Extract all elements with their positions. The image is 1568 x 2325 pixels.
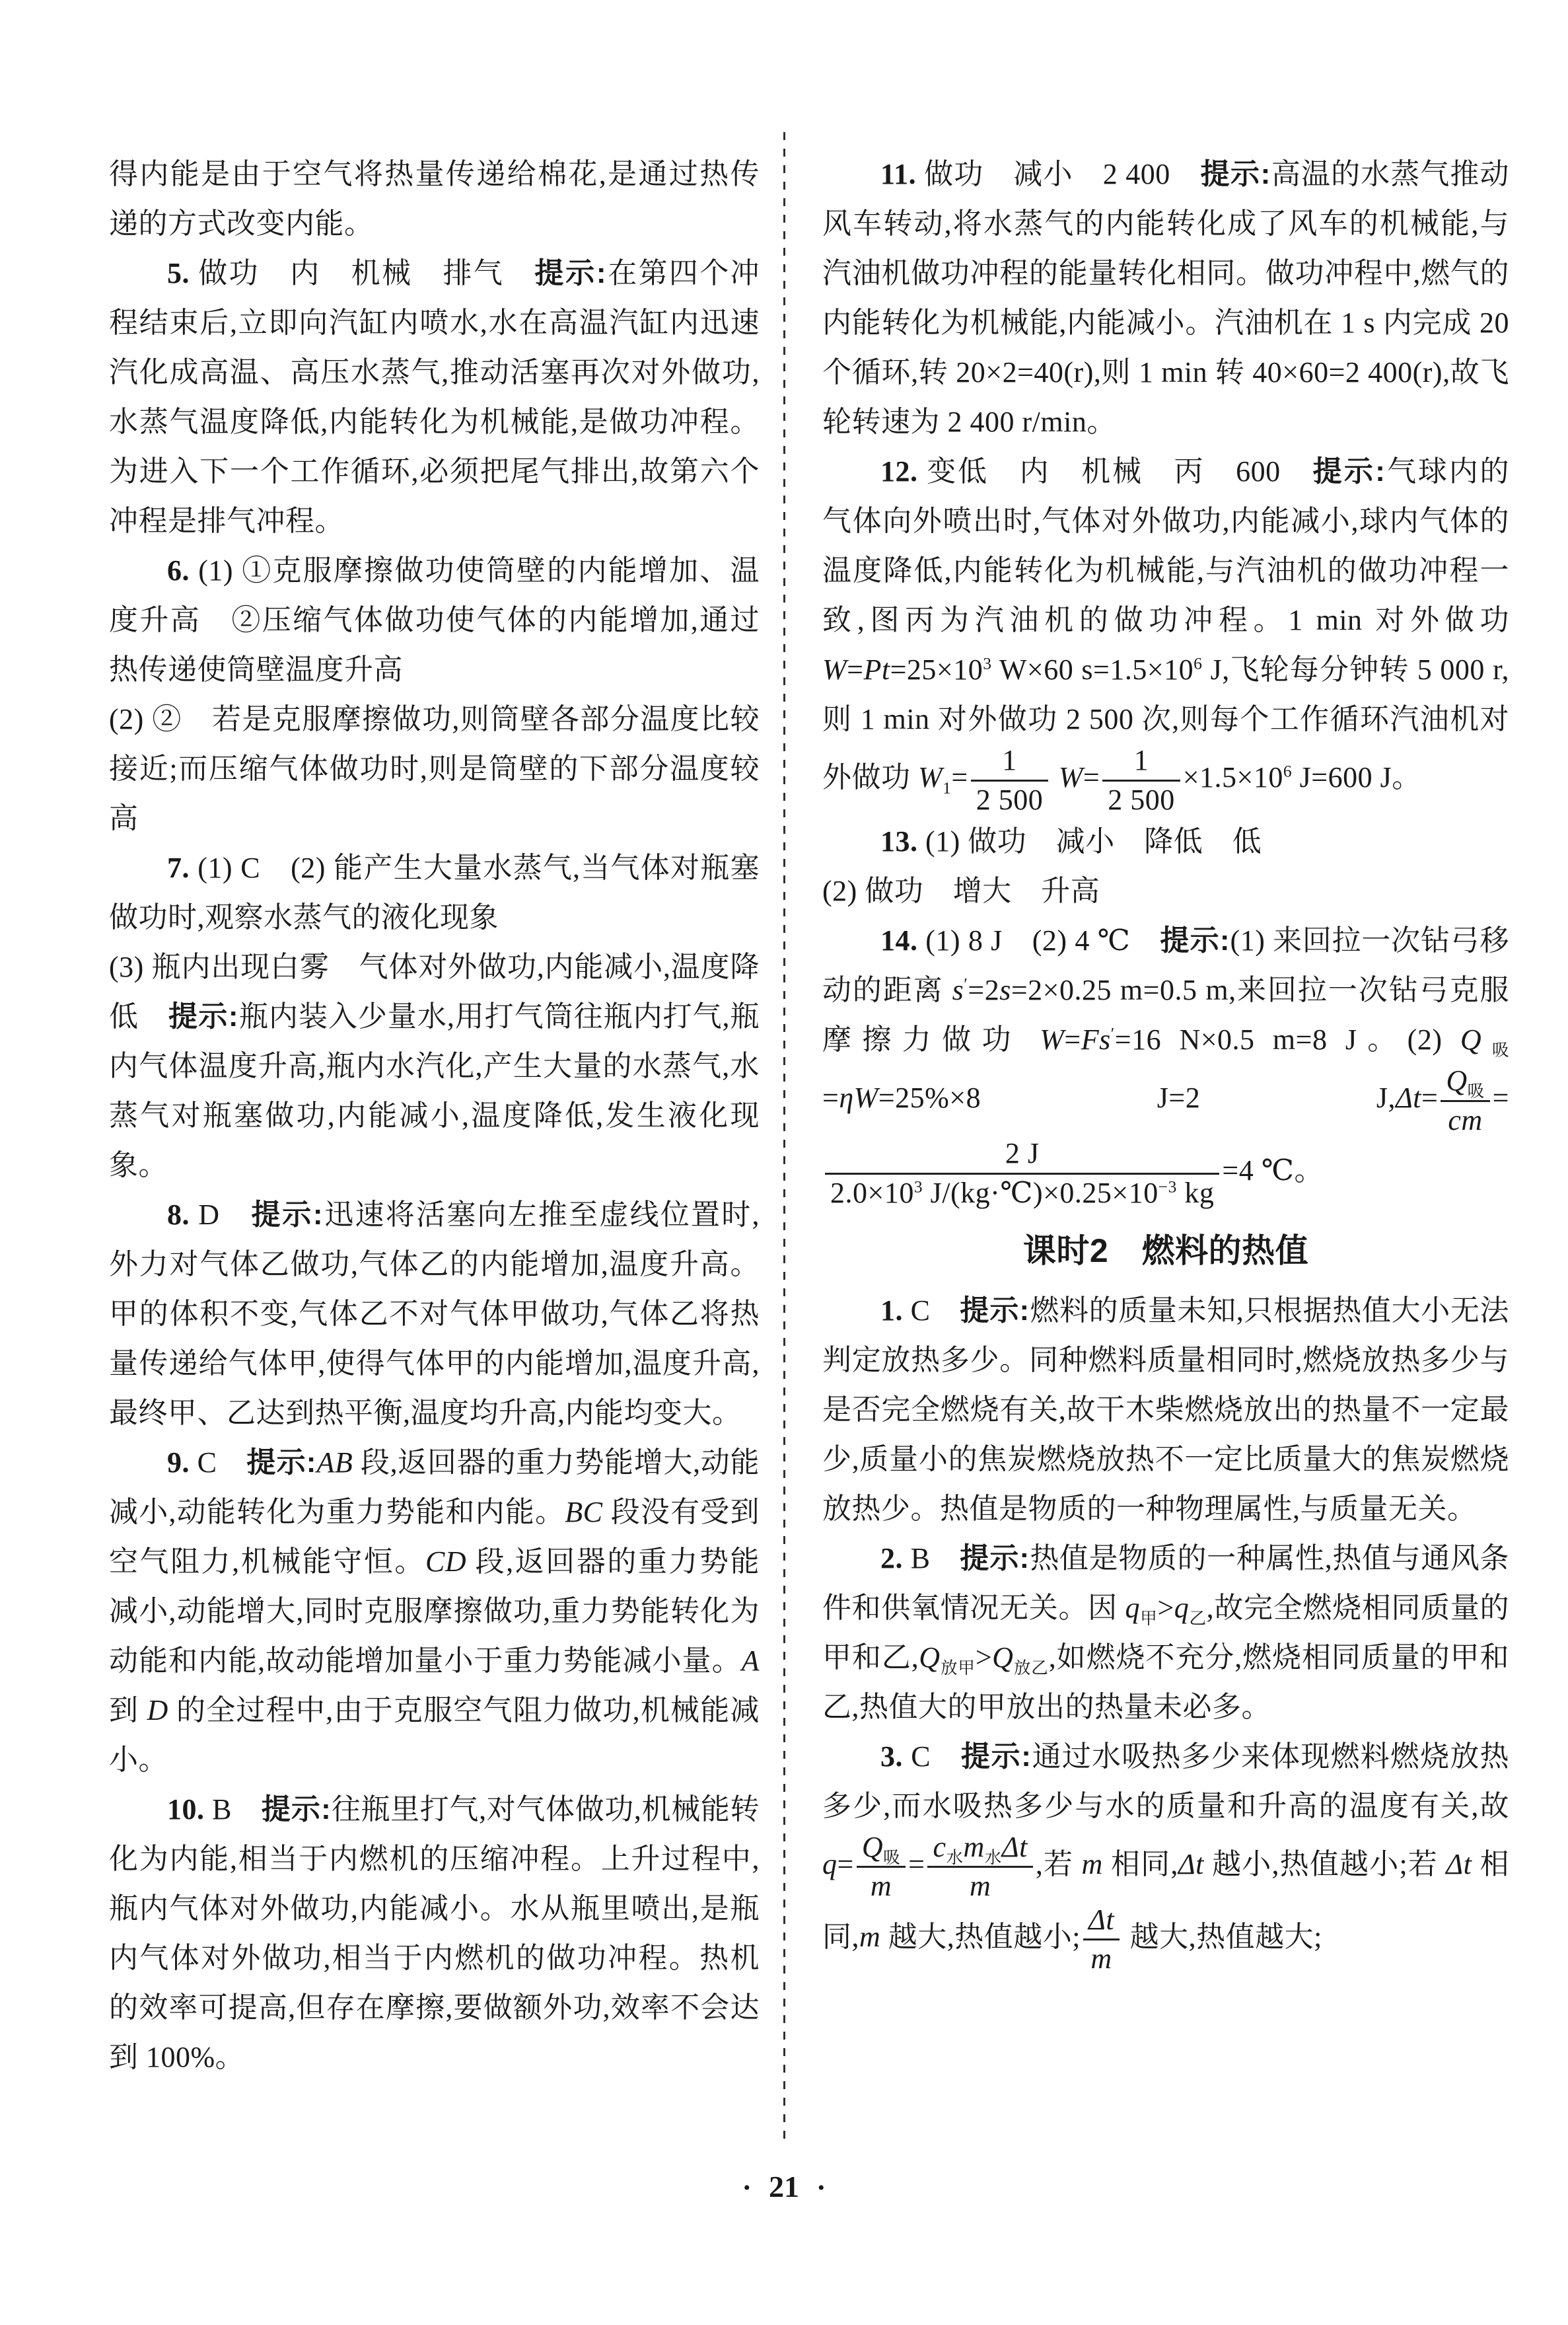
text-run: C	[903, 1740, 961, 1773]
variable: W	[1058, 761, 1083, 794]
hint-label: 提示:	[246, 1446, 317, 1479]
item-number: 3.	[880, 1740, 903, 1773]
text-run: J=600 J。	[1292, 761, 1421, 794]
fraction	[854, 1831, 908, 1903]
fraction	[822, 1137, 1222, 1210]
column-divider-dashed-line	[783, 132, 785, 2141]
text-run: 变低 内 机械 丙 600	[917, 455, 1313, 488]
variable: A	[741, 1644, 760, 1677]
variable: Δt	[1001, 1830, 1028, 1863]
text-run: =	[908, 1847, 925, 1880]
text-run: =2	[968, 974, 1000, 1007]
text-run: 2 500	[1108, 783, 1175, 816]
hint-label: 提示:	[1200, 158, 1271, 190]
variable: cm	[1448, 1103, 1483, 1136]
hint-label: 提示:	[534, 257, 607, 289]
text-run: (1) 8 J (2) 4 ℃	[917, 924, 1160, 957]
fraction-numerator	[971, 744, 1049, 782]
text-run: =25%×8 J=2 J,	[878, 1082, 1396, 1115]
paragraph	[822, 817, 1509, 916]
text-run: =	[951, 761, 968, 794]
subscript: 放乙	[1013, 1658, 1049, 1678]
text-run: 段没有受到空气阻力,机械能守恒。	[109, 1496, 760, 1578]
paragraph	[109, 248, 760, 546]
variable: Q	[1446, 1064, 1468, 1097]
text-run: 得内能是由于空气将热量传递给棉花,是通过热传递的方式改变内能。	[109, 158, 760, 240]
fraction-numerator	[857, 1831, 906, 1868]
item-number: 5.	[167, 257, 190, 289]
item-number: 1.	[880, 1294, 903, 1327]
subscript: 乙	[1189, 1608, 1207, 1628]
text-run: 做功 减小 2 400	[916, 158, 1201, 190]
item-number: 2.	[880, 1541, 903, 1574]
text-run: 瓶内装入少量水,用打气筒往瓶内打气,瓶内气体温度升高,瓶内水汽化,产生大量的水蒸气,水蒸气对瓶塞做功,内能减小,温度降低,发生液化现象。	[109, 1000, 760, 1181]
text-run: 相同,	[1102, 1847, 1178, 1880]
variable: D	[147, 1694, 168, 1726]
text-run: (2) ② 若是克服摩擦做功,则筒壁各部分温度比较接近;而压缩气体做功时,则是筒壁的下部分温度较高	[109, 703, 760, 834]
fraction-numerator	[825, 1137, 1219, 1175]
fraction-denominator	[1441, 1102, 1489, 1138]
variable: m	[859, 1920, 881, 1953]
text-run: =2×0.25 m=0.5 m,来回拉一次钻弓克服摩擦力做功	[822, 974, 1509, 1056]
paragraph	[109, 1438, 760, 1785]
variable: ηW	[839, 1082, 878, 1115]
text-run: kg	[1176, 1176, 1215, 1209]
text-run: =	[822, 1082, 839, 1115]
variable: AB	[316, 1446, 353, 1479]
variable: q	[1174, 1591, 1190, 1624]
text-run: C	[190, 1446, 247, 1479]
text-run: (1) 做功 减小 降低 低	[917, 825, 1262, 858]
page-number-left-dot: •	[743, 2177, 750, 2199]
item-number: 11.	[880, 158, 917, 190]
hint-label: 提示:	[261, 1793, 332, 1826]
superscript: 6	[1194, 653, 1203, 673]
superscript: 3	[983, 653, 992, 673]
variable: CD	[425, 1545, 467, 1578]
paragraph	[822, 916, 1509, 1210]
section-header: 课时2 燃料的热值	[1022, 1232, 1309, 1269]
subscript: 放甲	[940, 1658, 976, 1678]
text-run: =	[837, 1847, 854, 1880]
subscript: 吸	[1481, 1040, 1510, 1060]
variable: Q	[1460, 1023, 1482, 1056]
text-run: (1) 来回拉一次钻弓移动的距离	[822, 924, 1509, 1007]
variable: s	[952, 974, 964, 1007]
fraction-numerator	[1441, 1064, 1489, 1102]
fraction-numerator	[1083, 1903, 1120, 1941]
fraction-denominator	[857, 1868, 906, 1903]
variable: m	[1081, 1847, 1103, 1880]
text-run: (1) C (2) 能产生大量水蒸气,当气体对瓶塞做功时,观察水蒸气的液化现象	[109, 852, 760, 934]
text-run: 往瓶里打气,对气体做功,机械能转化为内能,相当于内燃机的压缩冲程。上升过程中,瓶内气体对外做功,内能减小。水从瓶里喷出,是瓶内气体对外做功,相当于内燃机的做功冲程。热机的效率可提高,但存在摩擦,要做额外功,效率不会达到 100%。	[109, 1793, 760, 2073]
fraction-denominator	[971, 782, 1049, 817]
text-run: 2.0×10	[830, 1176, 914, 1209]
fraction-denominator	[1083, 1940, 1120, 1976]
item-number: 12.	[880, 455, 918, 488]
paragraph	[822, 149, 1509, 447]
text-run: J,飞轮每分钟转 5 000 r,则 1 min 对外做功 2 500 次,则每个工作循环汽油机对外做功	[822, 653, 1509, 794]
right-column	[822, 149, 1509, 1976]
text-run: >	[975, 1641, 993, 1674]
item-number: 6.	[167, 554, 190, 587]
fraction	[1081, 1903, 1122, 1976]
fraction-denominator	[1102, 782, 1180, 817]
text-run: 高温的水蒸气推动风车转动,将水蒸气的内能转化成了风车的机械能,与汽油机做功冲程的能量转化相同。做功冲程中,燃气的内能转化为机械能,内能减小。汽油机在 1 s 内完成 20 个循环,转 20×2=40(r),则 1 min 转 40×60=2 400(r),故飞轮转速为 2 400 r/min。	[822, 158, 1510, 438]
text-run: ,故完全燃烧相同质量的甲和乙,	[822, 1591, 1510, 1674]
subscript: 吸	[883, 1847, 901, 1867]
variable: Q	[919, 1641, 941, 1674]
hint-label: 提示:	[960, 1740, 1032, 1773]
fraction-denominator	[927, 1868, 1032, 1903]
superscript: −3	[1158, 1177, 1177, 1197]
subscript: 1	[943, 778, 952, 797]
fraction	[1438, 1064, 1492, 1137]
paragraph	[109, 546, 760, 843]
paragraph	[822, 447, 1509, 817]
item-number: 10.	[167, 1793, 205, 1826]
text-run: 1	[1002, 744, 1017, 776]
item-number: 9.	[167, 1446, 190, 1479]
text-run: ,若	[1035, 1847, 1082, 1880]
superscript: ′	[964, 974, 968, 994]
item-number: 13.	[880, 825, 918, 858]
text-run: =4 ℃。	[1222, 1154, 1324, 1187]
variable: m	[970, 1870, 991, 1903]
variable: q	[822, 1847, 837, 1880]
text-run: J/(kg·℃)×0.25×10	[923, 1176, 1158, 1209]
variable: Pt	[863, 653, 890, 686]
variable: Q	[992, 1641, 1014, 1674]
page-number-right-dot: •	[818, 2177, 825, 2199]
text-run: 越小,热值越小;若	[1203, 1847, 1446, 1880]
left-column	[109, 149, 760, 2082]
text-run: 的全过程中,由于克服空气阻力做功,机械能减小。	[109, 1694, 760, 1776]
fraction-numerator	[1102, 744, 1180, 782]
subscript: 水	[946, 1847, 964, 1867]
hint-label: 提示:	[960, 1294, 1030, 1327]
text-run: ,如燃烧不充分,燃烧相同质量的甲和乙,热值大的甲放出的热量未必多。	[822, 1641, 1509, 1723]
paragraph	[822, 1286, 1509, 1533]
text-run: (1) ①克服摩擦做功使筒壁的内能增加、温度升高 ②压缩气体做功使气体的内能增加,通过热传递使筒壁温度升高	[109, 554, 760, 686]
text-run: =	[1064, 1023, 1081, 1056]
text-run: 气球内的气体向外喷出时,气体对外做功,内能减小,球内气体的温度降低,内能转化为机械能,与汽油机的做功冲程一致,图丙为汽油机的做功冲程。1 min 对外做功	[822, 455, 1509, 636]
text-run: B	[903, 1541, 960, 1574]
paragraph	[822, 1533, 1509, 1732]
text-run: =16 N×0.5 m=8 J。(2)	[1114, 1023, 1460, 1056]
variable: c	[933, 1830, 946, 1863]
hint-label: 提示:	[960, 1541, 1030, 1574]
variable: s	[999, 974, 1011, 1007]
superscript: 3	[913, 1177, 923, 1197]
hint-label: 提示:	[1312, 455, 1386, 488]
page-number-value: 21	[769, 2170, 799, 2203]
text-run: 燃料的质量未知,只根据热值大小无法判定放热多少。同种燃料质量相同时,燃烧放热多少与是否完全燃烧有关,故干木柴燃烧放出的热量不一定最少,质量小的焦炭燃烧放热不一定比质量大的焦炭燃烧放热少。热值是物质的一种物理属性,与质量无关。	[822, 1294, 1510, 1525]
subscript: 水	[984, 1847, 1002, 1867]
superscript: 6	[1283, 761, 1293, 781]
hint-label: 提示:	[251, 1199, 324, 1231]
subscript: 甲	[1140, 1608, 1158, 1628]
variable: m	[1090, 1942, 1112, 1975]
variable: q	[1125, 1591, 1141, 1624]
text-run: =	[1421, 1082, 1439, 1115]
variable: W	[918, 761, 943, 794]
text-run: D	[190, 1199, 252, 1231]
text-run: =	[1083, 761, 1100, 794]
variable: W	[822, 653, 847, 686]
paragraph	[109, 149, 760, 248]
fraction-numerator	[927, 1831, 1032, 1868]
superscript: ′	[1110, 1023, 1115, 1043]
text-run: 相同,	[822, 1847, 1510, 1953]
fraction	[1100, 744, 1183, 817]
text-run: B	[204, 1793, 262, 1826]
text-run: 越大,热值越大;	[1122, 1920, 1322, 1953]
text-run	[1051, 761, 1059, 793]
text-run: =	[847, 653, 864, 686]
variable: Δt	[1088, 1903, 1115, 1936]
paragraph	[109, 843, 760, 1190]
text-run: >	[1157, 1591, 1174, 1624]
text-run: (2) 做功 增大 升高	[822, 875, 1100, 908]
variable: Fs	[1081, 1023, 1111, 1056]
text-run: 到	[109, 1694, 147, 1726]
item-number: 14.	[880, 924, 918, 957]
fraction	[925, 1831, 1035, 1903]
paragraph	[109, 1190, 760, 1438]
subscript: 吸	[1467, 1081, 1485, 1101]
variable: Δt	[1446, 1847, 1472, 1880]
text-run: 段,返回器的重力势能增大,动能减小,动能转化为重力势能和内能。	[109, 1446, 760, 1528]
variable: W	[1040, 1023, 1065, 1056]
paragraph	[109, 1785, 760, 2082]
paragraph	[822, 1732, 1509, 1976]
fraction	[968, 744, 1051, 817]
text-run: 在第四个冲程结束后,立即向汽缸内喷水,水在高温汽缸内迅速汽化成高温、高压水蒸气,推动活塞再次对外做功,水蒸气温度降低,内能转化为机械能,是做功冲程。为进入下一个工作循环,必须把尾气排出,故第六个冲程是排气冲程。	[109, 257, 760, 537]
text-run: 通过水吸热多少来体现燃料燃烧放热多少,而水吸热多少与水的质量和升高的温度有关,故	[822, 1740, 1510, 1822]
fraction-denominator	[825, 1175, 1219, 1210]
text-run: 2 500	[976, 783, 1044, 816]
hint-label: 提示:	[1160, 924, 1230, 957]
page-number	[0, 2167, 1568, 2208]
variable: Δt	[1178, 1847, 1204, 1880]
hint-label: 提示:	[168, 1000, 239, 1033]
text-run: W×60 s=1.5×10	[991, 653, 1194, 686]
text-run: (3) 瓶内出现白雾 气体对外做功,内能减小,温度降低	[109, 951, 760, 1033]
text-run: ×1.5×10	[1182, 761, 1283, 794]
text-run: 热值是物质的一种属性,热值与通风条件和供氧情况无关。因	[822, 1541, 1510, 1624]
variable: Δt	[1395, 1082, 1422, 1115]
text-run: 2 J	[1005, 1137, 1040, 1170]
text-run: =25×10	[890, 653, 983, 686]
variable: m	[870, 1870, 892, 1903]
text-run: 做功 内 机械 排气	[190, 257, 535, 289]
text-run: 迅速将活塞向左推至虚线位置时,外力对气体乙做功,气体乙的内能增加,温度升高。甲的体积不变,气体乙不对气体甲做功,气体乙将热量传递给气体甲,使得气体甲的内能增加,温度升高,最终甲、乙达到热平衡,温度均升高,内能均变大。	[109, 1199, 760, 1429]
text-run: C	[903, 1294, 960, 1327]
variable: Q	[861, 1830, 884, 1863]
text-run: =	[1492, 1082, 1509, 1115]
text-run: 1	[1133, 744, 1149, 776]
item-number: 7.	[167, 852, 190, 884]
variable: BC	[565, 1496, 603, 1528]
variable: m	[963, 1830, 985, 1863]
text-run: 越大,热值越小;	[880, 1920, 1081, 1953]
text-run: 段,返回器的重力势能减小,动能增大,同时克服摩擦做功,重力势能转化为动能和内能,故动能增加量小于重力势能减小量。	[109, 1545, 760, 1677]
item-number: 8.	[167, 1199, 190, 1231]
